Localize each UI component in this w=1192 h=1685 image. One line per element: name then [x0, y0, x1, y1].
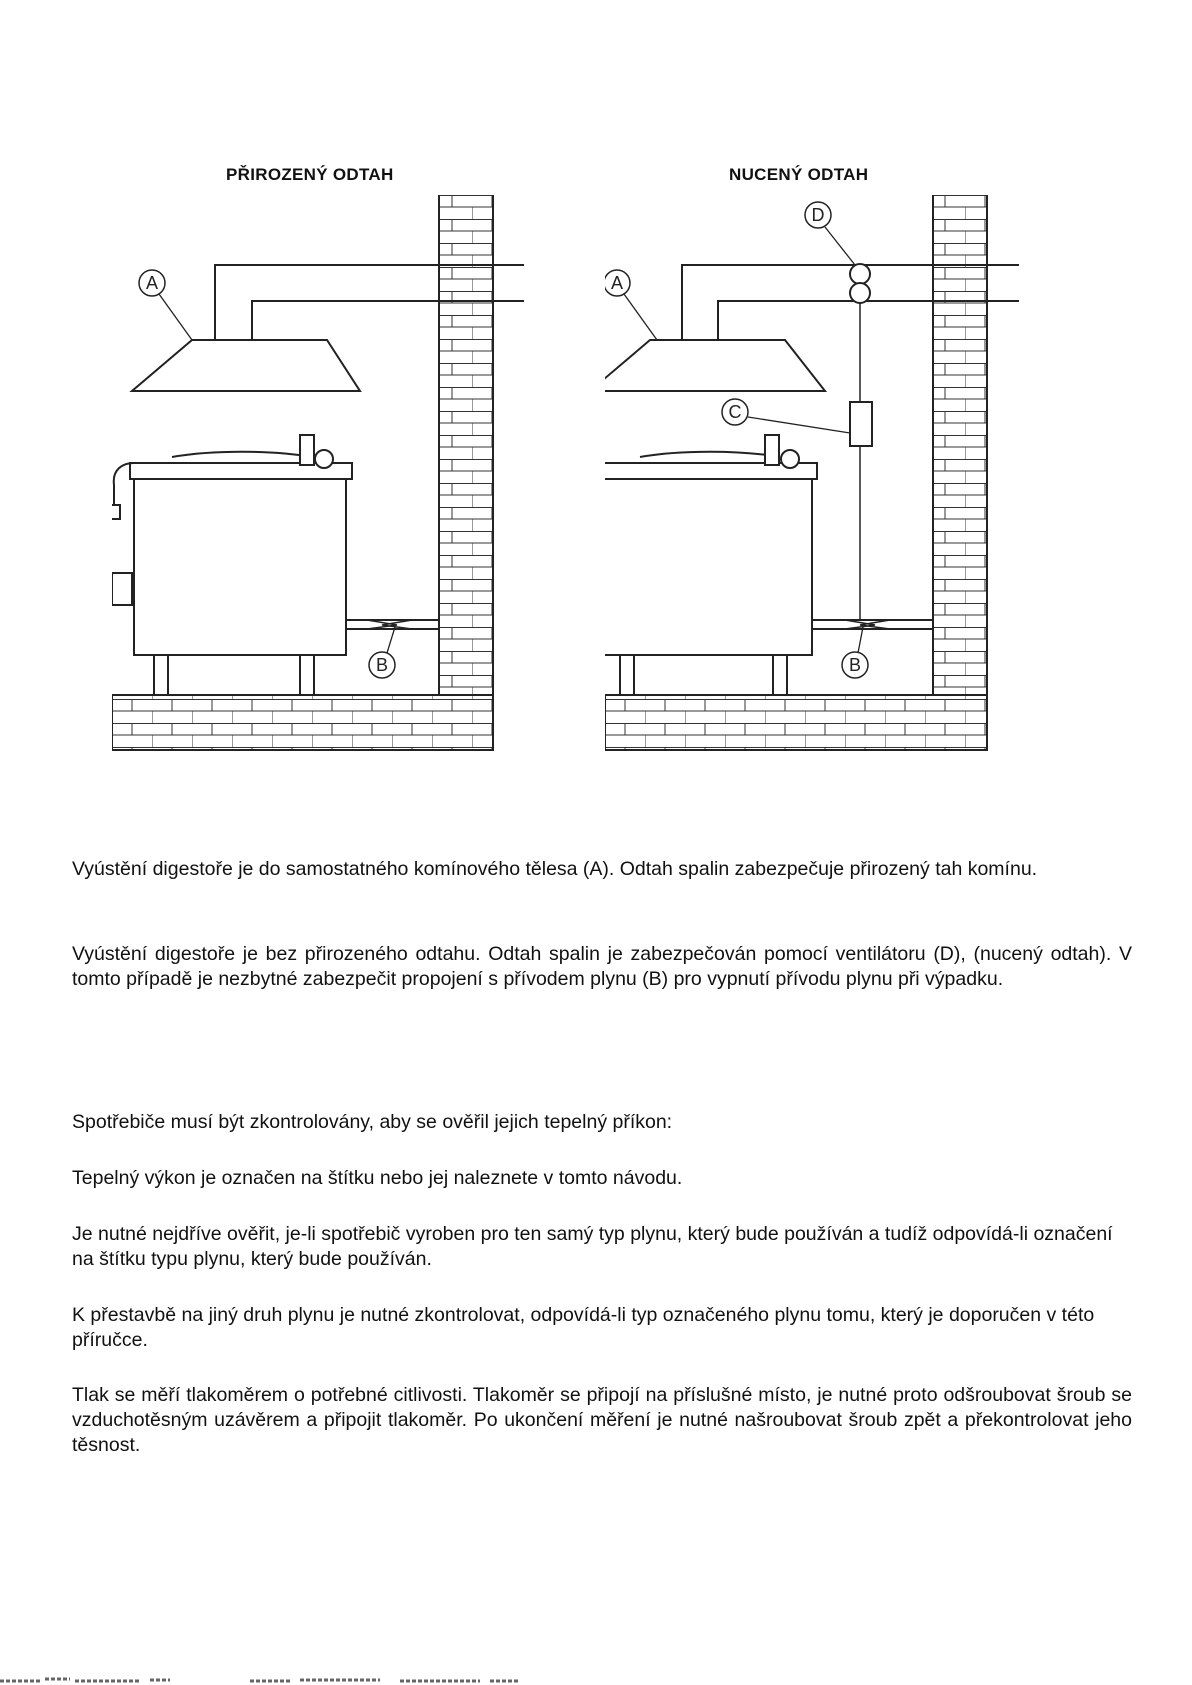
label-A	[605, 270, 657, 340]
chimney-wall	[439, 195, 493, 745]
paragraph-check-heat-input: Spotřebiče musí být zkontrolovány, aby se ověřil jejich tepelný příkon:	[72, 1111, 673, 1133]
fan-D	[805, 202, 870, 303]
paragraph-forced-draft: Vyústění digestoře je bez přirozeného odtahu. Odtah spalin je zabezpečován pomocí ventilátoru (D), (nucený odtah). V tomto případě je nezbytné zabezpečit propojení s přívodem plynu (B) pro vypnutí přívodu plynu při výpadku.	[72, 943, 1132, 990]
svg-text:A: A	[610, 273, 624, 293]
svg-text:A: A	[145, 273, 159, 293]
diagram-title-forced-draft: NUCENÝ ODTAH	[729, 165, 869, 184]
label-A	[139, 270, 192, 340]
svg-text:B: B	[848, 655, 862, 675]
control-box-C	[722, 399, 872, 446]
forced-draft-diagram	[605, 195, 1040, 760]
hood-A	[605, 340, 825, 391]
svg-text:C: C	[728, 402, 742, 422]
paragraph-gas-conversion: K přestavbě na jiný druh plynu je nutné zkontrolovat, odpovídá-li typ označeného plynu tomu, který je doporučen v této příručce.	[72, 1304, 1095, 1351]
svg-text:D: D	[811, 205, 825, 225]
paragraph-gas-type-check: Je nutné nejdříve ověřit, je-li spotřebič vyroben pro ten samý typ plynu, který bude používán a tudíž odpovídá-li označení na štítku typu plynu, který bude používán.	[72, 1223, 1113, 1270]
svg-text:B: B	[375, 655, 389, 675]
paragraph-heat-output-label: Tepelný výkon je označen na štítku nebo jej naleznete v tomto návodu.	[72, 1167, 683, 1189]
paragraph-pressure-measurement: Tlak se měří tlakoměrem o potřebné citlivosti. Tlakoměr se připojí na příslušné místo, je nutné proto odšroubovat šroub se vzduchotěsným uzávěrem a připojit tlakoměr. Po ukončení měření je nutné našroubovat šroub zpět a překontrolovat jeho těsnost.	[72, 1384, 1132, 1456]
natural-draft-diagram	[112, 195, 547, 760]
hood-A	[132, 340, 360, 391]
floor-bricks	[605, 695, 987, 750]
paragraph-natural-draft: Vyústění digestoře je do samostatného komínového tělesa (A). Odtah spalin zabezpečuje přirozený tah komínu.	[72, 858, 1038, 880]
diagram-title-natural-draft: PŘIROZENÝ ODTAH	[226, 165, 394, 184]
scan-artifact-strip	[0, 1675, 560, 1685]
appliance-kettle	[605, 435, 933, 695]
floor-bricks	[112, 695, 493, 750]
chimney-wall	[933, 195, 987, 745]
